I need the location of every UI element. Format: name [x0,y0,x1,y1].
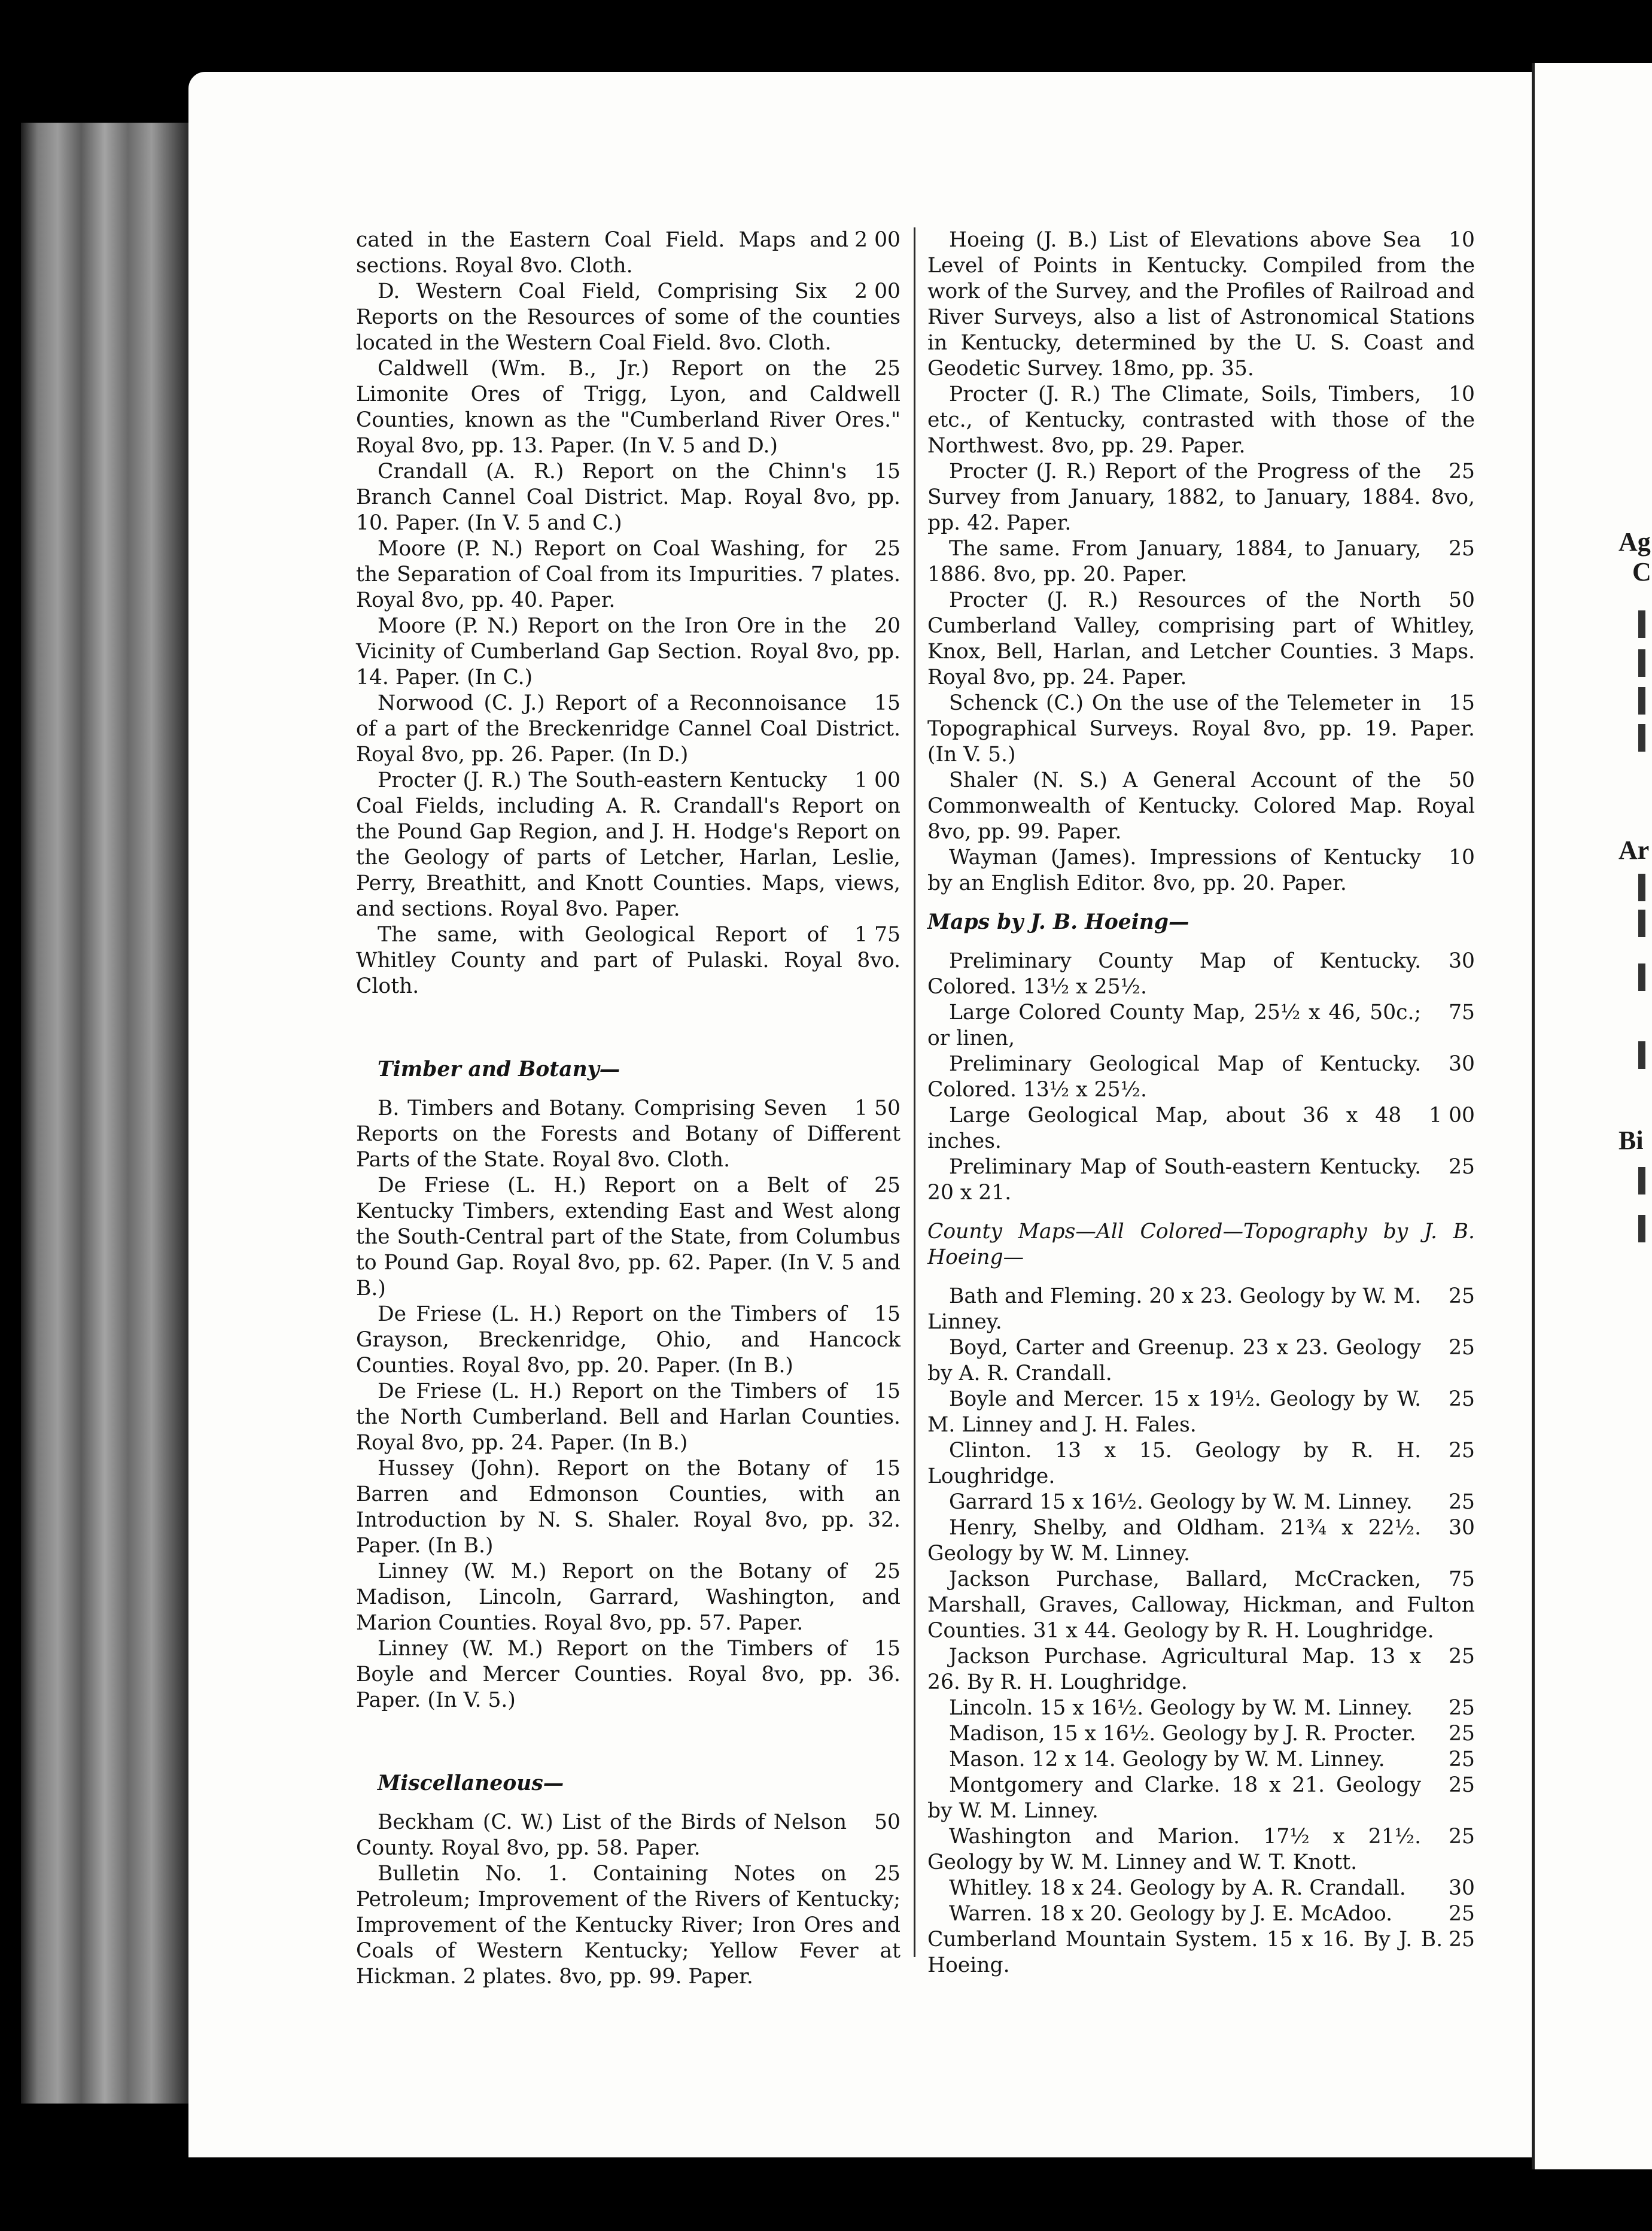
section-gap [927,1270,1475,1284]
catalog-entry: 2 00 cated in the Eastern Coal Field. Maps and sections. Royal 8vo. Cloth. [356,228,900,278]
catalog-entry: 25 Madison, 15 x 16½. Geology by J. R. Procter. [949,1722,1475,1746]
catalog-entry: 1 00 Procter (J. R.) The South-eastern Kentucky Coal Fields, including A. R. Crandall's Report on the Pound Gap Region, and J. H. Hodge's Report on the Geology of parts of Letcher, Harlan, Leslie, Perry, Breathitt, and Knott Counties. Maps, views, and sections. Royal 8vo. Paper. [356,768,900,921]
catalog-entry: 25 Preliminary Map of South-eastern Kentucky. 20 x 21. [927,1155,1475,1205]
section-gap [356,999,900,1057]
catalog-entry: 25 Washington and Marion. 17½ x 21½. Geology by W. M. Linney and W. T. Knott. [927,1825,1475,1874]
facing-page-letters-4: Bi [1618,1126,1644,1155]
left-column [356,227,900,1990]
facing-page-glyph [1638,874,1645,901]
facing-page-glyph [1638,1167,1645,1194]
facing-page-glyph [1638,910,1645,937]
catalog-entry: 25 Moore (P. N.) Report on Coal Washing, for the Separation of Coal from its Impurities. 7 plates. Royal 8vo, pp. 40. Paper. [356,537,900,612]
catalog-entry: 10 Hoeing (J. B.) List of Elevations above Sea Level of Points in Kentucky. Compiled from the work of the Survey, and the Profiles of Railroad and River Surveys, also a list of Astronomical Stations in Kentucky, determined by the U. S. Coast and Geodetic Survey. 18mo, pp. 35. [927,228,1475,381]
section-gap [927,896,1475,910]
catalog-entry: 25 Lincoln. 15 x 16½. Geology by W. M. Linney. [949,1696,1475,1720]
facing-page-glyph [1638,724,1645,752]
facing-page-glyph [1638,687,1645,715]
section-heading-timber: Timber and Botany— [378,1057,620,1081]
catalog-entry: 30 Preliminary Geological Map of Kentucky. Colored. 13½ x 25½. [927,1052,1475,1102]
catalog-entry: 25 Cumberland Mountain System. 15 x 16. By J. B. Hoeing. [927,1928,1475,1977]
catalog-entry: 15 Norwood (C. J.) Report of a Reconnoisance of a part of the Breckenridge Cannel Coal District. Royal 8vo, pp. 26. Paper. (In D.) [356,691,900,767]
section-gap [927,1206,1475,1219]
catalog-entry: 10 Procter (J. R.) The Climate, Soils, Timbers, etc., of Kentucky, contrasted with those of the Northwest. 8vo, pp. 29. Paper. [927,382,1475,458]
catalog-entry: 15 De Friese (L. H.) Report on the Timbers of the North Cumberland. Bell and Harlan Counties. Royal 8vo, pp. 24. Paper. (In B.) [356,1379,900,1455]
facing-page-glyph [1638,963,1645,991]
catalog-entry: 25 Bath and Fleming. 20 x 23. Geology by W. M. Linney. [927,1284,1475,1334]
section-gap [356,1713,900,1771]
section-heading-county-maps: County Maps—All Colored—Topography by J. B. Hoeing— [927,1220,1475,1269]
catalog-entry: 50 Beckham (C. W.) List of the Birds of Nelson County. Royal 8vo, pp. 58. Paper. [356,1810,900,1860]
catalog-entry: 30 Whitley. 18 x 24. Geology by A. R. Crandall. [949,1876,1475,1900]
catalog-entry: 30 Preliminary County Map of Kentucky. Colored. 13½ x 25½. [927,949,1475,999]
catalog-entry: 50 Procter (J. R.) Resources of the North Cumberland Valley, comprising part of Whitley, Knox, Bell, Harlan, and Letcher Counties. 3 Maps. Royal 8vo, pp. 24. Paper. [927,588,1475,689]
catalog-entry: 25 Boyd, Carter and Greenup. 23 x 23. Geology by A. R. Crandall. [927,1336,1475,1385]
section-gap [927,935,1475,949]
catalog-entry: 30 Henry, Shelby, and Oldham. 21¾ x 22½. Geology by W. M. Linney. [927,1516,1475,1566]
catalog-entry: 25 Montgomery and Clarke. 18 x 21. Geology by W. M. Linney. [927,1773,1475,1823]
facing-page-glyph [1638,610,1645,638]
section-gap [356,1797,900,1810]
catalog-entry: 25 Warren. 18 x 20. Geology by J. E. McAdoo. [949,1902,1475,1926]
catalog-entry: 15 Crandall (A. R.) Report on the Chinn's Branch Cannel Coal District. Map. Royal 8vo, pp. 10. Paper. (In V. 5 and C.) [356,460,900,535]
facing-page-glyph [1638,1215,1645,1242]
catalog-entry: 1 50 B. Timbers and Botany. Comprising Seven Reports on the Forests and Botany of Different Parts of the State. Royal 8vo. Cloth. [356,1096,900,1172]
catalog-entry: 20 Moore (P. N.) Report on the Iron Ore in the Vicinity of Cumberland Gap Section. Royal 8vo, pp. 14. Paper. (In C.) [356,614,900,689]
catalog-entry: 1 00 Large Geological Map, about 36 x 48 inches. [927,1104,1475,1153]
section-gap [356,1083,900,1096]
facing-page-glyph [1638,649,1645,677]
facing-page-letters-2: C [1632,557,1651,586]
catalog-entry: 10 Wayman (James). Impressions of Kentucky by an English Editor. 8vo, pp. 20. Paper. [927,846,1475,895]
section-heading-maps: Maps by J. B. Hoeing— [927,910,1189,934]
catalog-entry: 25 De Friese (L. H.) Report on a Belt of Kentucky Timbers, extending East and West along the South-Central part of the State, from Columbus to Pound Gap. Royal 8vo, pp. 62. Paper. (In V. 5 and B.) [356,1174,900,1300]
book-spine [21,123,188,2104]
catalog-entry: 25 The same. From January, 1884, to January, 1886. 8vo, pp. 20. Paper. [927,537,1475,586]
catalog-entry: 15 Hussey (John). Report on the Botany of Barren and Edmonson Counties, with an Introduction by N. S. Shaler. Royal 8vo, pp. 32. Paper. (In B.) [356,1457,900,1558]
catalog-entry: 25 Mason. 12 x 14. Geology by W. M. Linney. [949,1747,1475,1771]
catalog-entry: 15 De Friese (L. H.) Report on the Timbers of Grayson, Breckenridge, Ohio, and Hancock Counties. Royal 8vo, pp. 20. Paper. (In B.) [356,1302,900,1378]
facing-page-letters-1: Ag [1618,527,1651,557]
catalog-entry: 50 Shaler (N. S.) A General Account of the Commonwealth of Kentucky. Colored Map. Royal 8vo, pp. 99. Paper. [927,768,1475,844]
catalog-entry: 2 00 D. Western Coal Field, Comprising Six Reports on the Resources of some of the counties located in the Western Coal Field. 8vo. Cloth. [356,279,900,355]
right-column [927,227,1475,1978]
catalog-entry: 25 Procter (J. R.) Report of the Progress of the Survey from January, 1882, to January, 1884. 8vo, pp. 42. Paper. [927,460,1475,535]
catalog-entry: 1 75 The same, with Geological Report of Whitley County and part of Pulaski. Royal 8vo. Cloth. [356,923,900,998]
column-divider [914,227,915,1957]
catalog-entry: 75 Large Colored County Map, 25½ x 46, 50c.; or linen, [927,1001,1475,1050]
facing-page-letters-3: Ar [1618,835,1650,865]
catalog-entry: 25 Linney (W. M.) Report on the Botany of Madison, Lincoln, Garrard, Washington, and Marion Counties. Royal 8vo, pp. 57. Paper. [356,1560,900,1635]
catalog-entry: 25 Caldwell (Wm. B., Jr.) Report on the Limonite Ores of Trigg, Lyon, and Caldwell Counties, known as the "Cumberland River Ores." Royal 8vo, pp. 13. Paper. (In V. 5 and D.) [356,357,900,458]
section-heading-miscellaneous: Miscellaneous— [378,1771,564,1795]
catalog-entry: 15 Linney (W. M.) Report on the Timbers of Boyle and Mercer Counties. Royal 8vo, pp. 36. Paper. (In V. 5.) [356,1637,900,1712]
catalog-entry: 25 Clinton. 13 x 15. Geology by R. H. Loughridge. [927,1439,1475,1488]
facing-page-edge [1532,63,1652,2169]
catalog-entry: 25 Garrard 15 x 16½. Geology by W. M. Linney. [949,1490,1475,1514]
catalog-entry: 25 Jackson Purchase. Agricultural Map. 13 x 26. By R. H. Loughridge. [927,1645,1475,1694]
facing-page-glyph [1638,1041,1645,1069]
catalog-entry: 15 Schenck (C.) On the use of the Telemeter in Topographical Surveys. Royal 8vo, pp. 19. Paper. (In V. 5.) [927,691,1475,767]
catalog-entry: 25 Bulletin No. 1. Containing Notes on Petroleum; Improvement of the Rivers of Kentucky; Improvement of the Kentucky River; Iron Ores and Coals of Western Kentucky; Yellow Fever at Hickman. 2 plates. 8vo, pp. 99. Paper. [356,1862,900,1989]
catalog-entry: 75 Jackson Purchase, Ballard, McCracken, Marshall, Graves, Calloway, Hickman, and Fulton Counties. 31 x 44. Geology by R. H. Loughridge. [927,1567,1475,1643]
catalog-entry: 25 Boyle and Mercer. 15 x 19½. Geology by W. M. Linney and J. H. Fales. [927,1387,1475,1437]
